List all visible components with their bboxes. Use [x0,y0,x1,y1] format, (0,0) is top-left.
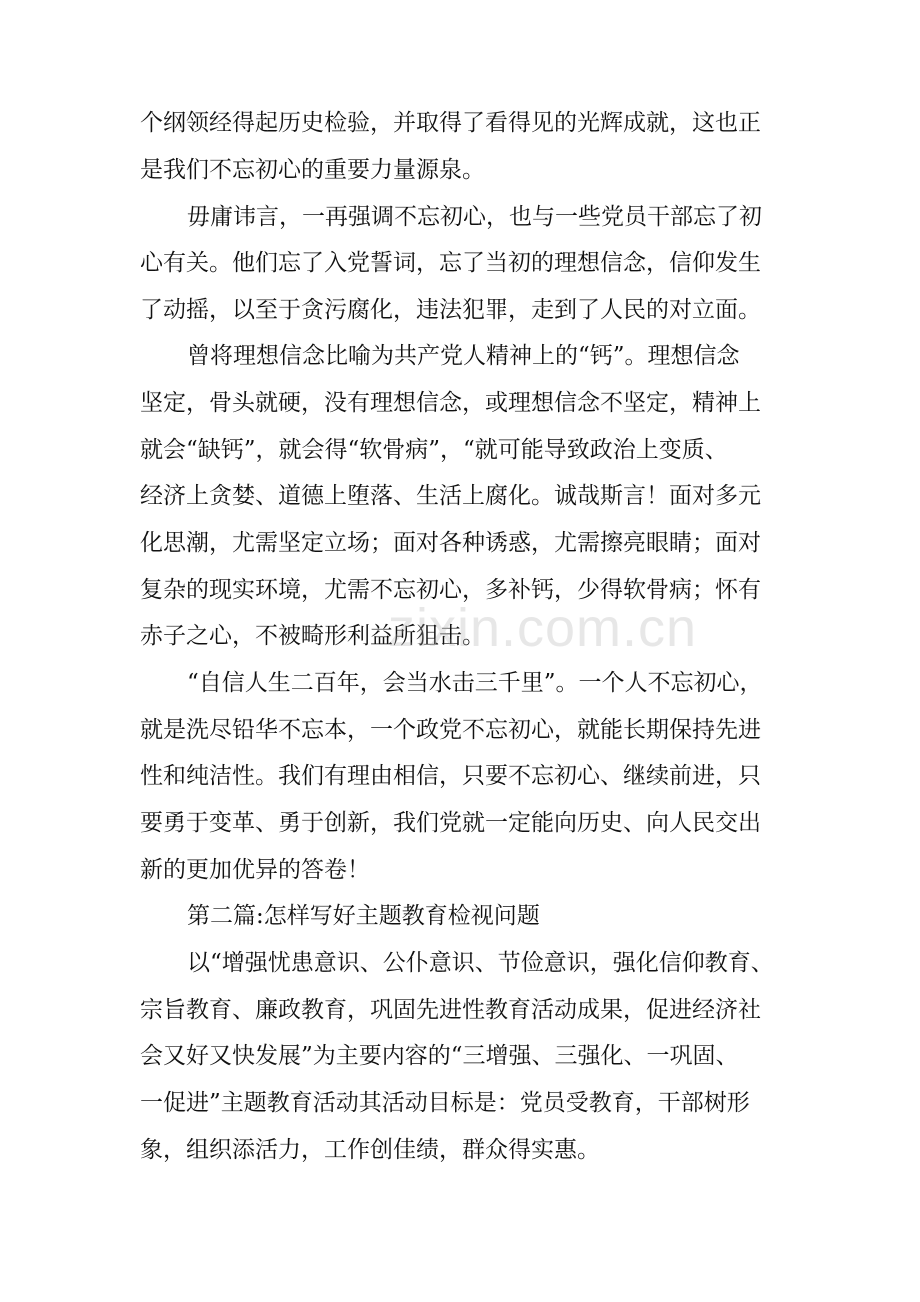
section-heading: 第二篇:怎样写好主题教育检视问题 [187,903,540,929]
text-line: 象，组织添活力，工作创佳绩，群众得实惠。 [140,1137,600,1163]
text-line: 一促进”主题教育活动其活动目标是：党员受教育，干部树形 [140,1090,750,1116]
text-line: 化思潮，尤需坚定立场；面对各种诱惑，尤需擦亮眼睛；面对 [140,530,761,556]
text-line: 以“增强忧患意识、公仆意识、节俭意识，强化信仰教育、 [187,950,774,976]
text-line: 要勇于变革、勇于创新，我们党就一定能向历史、向人民交出 [140,810,761,836]
text-line: 了动摇，以至于贪污腐化，违法犯罪，走到了人民的对立面。 [140,297,761,323]
text-line: 个纲领经得起历史检验，并取得了看得见的光辉成就，这也正 [140,110,761,136]
text-line: 毋庸讳言，一再强调不忘初心，也与一些党员干部忘了初 [187,204,762,230]
text-line: 坚定，骨头就硬，没有理想信念，或理想信念不坚定，精神上 [140,390,761,416]
watermark: zixin.com.cn [388,598,698,658]
text-line: 心有关。他们忘了入党誓词，忘了当初的理想信念，信仰发生 [140,250,761,276]
text-line: 复杂的现实环境，尤需不忘初心，多补钙，少得软骨病；怀有 [140,577,761,603]
text-line: 会又好又快发展”为主要内容的“三增强、三强化、一巩固、 [140,1043,739,1069]
text-line: 就会“缺钙”，就会得“软骨病”，“就可能导致政治上变质、 [140,437,728,463]
text-line: “自信人生二百年，会当水击三千里”。一个人不忘初心， [187,670,763,696]
text-line: 宗旨教育、廉政教育，巩固先进性教育活动成果，促进经济社 [140,997,761,1023]
text-line: 是我们不忘初心的重要力量源泉。 [140,157,485,183]
text-line: 赤子之心，不被畸形利益所狙击。 [140,623,485,649]
text-line: 就是洗尽铅华不忘本，一个政党不忘初心，就能长期保持先进 [140,717,761,743]
text-line: 经济上贪婪、道德上堕落、生活上腐化。诚哉斯言！面对多元 [140,483,761,509]
text-line: 曾将理想信念比喻为共产党人精神上的“钙”。理想信念 [187,343,740,369]
text-line: 性和纯洁性。我们有理由相信，只要不忘初心、继续前进，只 [140,763,761,789]
text-line: 新的更加优异的答卷！ [140,857,370,883]
